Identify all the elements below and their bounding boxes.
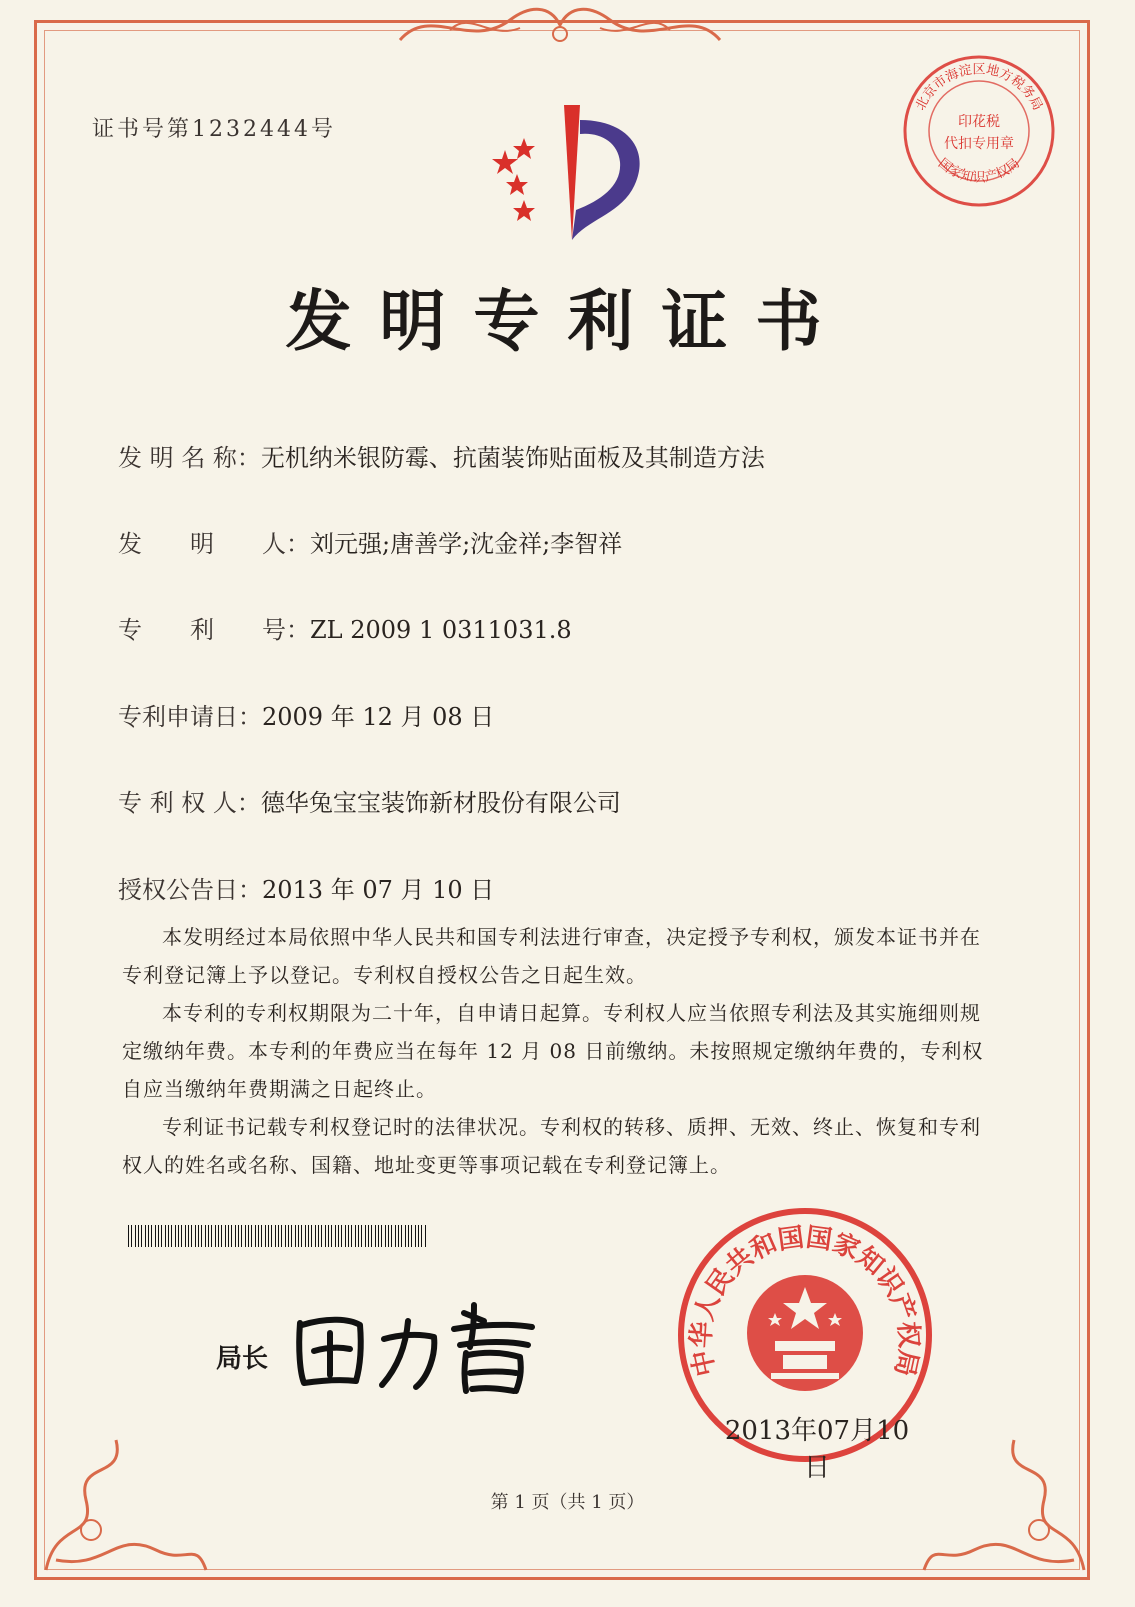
barcode [128,1225,428,1247]
barcode-bar [331,1225,332,1247]
patent-number-label: 专 利 号： [118,616,310,644]
svg-text:国家知识产权局: 国家知识产权局 [935,156,1023,186]
barcode-bar [345,1225,346,1247]
barcode-bar [348,1225,349,1247]
certificate-title: 发明专利证书 [285,282,850,360]
barcode-bar [371,1225,372,1247]
barcode-bar [301,1225,302,1247]
barcode-bar [328,1225,329,1247]
barcode-bar [375,1225,376,1247]
barcode-bar [171,1225,172,1247]
inventors-label: 发 明 人： [118,530,310,558]
barcode-bar [325,1225,326,1247]
body-paragraph: 本专利的专利权期限为二十年，自申请日起算。专利权人应当依照专利法及其实施细则规定缴纳年费。本专利的年费应当在每年 12 月 08 日前缴纳。未按照规定缴纳年费的，专利权自应当缴纳年费期满之日起终止。 [122,1001,984,1101]
barcode-bar [205,1225,206,1247]
barcode-bar [228,1225,229,1247]
barcode-bar [131,1225,132,1247]
barcode-bar [195,1225,196,1247]
svg-text:代扣专用章: 代扣专用章 [944,136,1014,152]
barcode-bar [351,1225,352,1247]
barcode-bar [275,1225,276,1247]
svg-text:北京市海淀区地方税务局: 北京市海淀区地方税务局 [913,62,1045,114]
patent-number-row [118,610,572,645]
grant-date-value: 2013 年 07 月 10 日 [262,876,495,904]
seal-date: 2013年07月10日 [724,1416,910,1483]
barcode-bar [318,1225,319,1247]
barcode-bar [141,1225,142,1247]
invention-name-row [118,438,765,473]
barcode-bar [408,1225,409,1247]
barcode-bar [388,1225,389,1247]
filing-date-value: 2009 年 12 月 08 日 [262,703,495,731]
barcode-bar [335,1225,336,1247]
patentee-value: 德华兔宝宝装饰新材股份有限公司 [260,789,621,817]
barcode-bar [401,1225,402,1247]
barcode-bar [218,1225,219,1247]
barcode-bar [288,1225,289,1247]
barcode-bar [311,1225,312,1247]
certificate-number: 证书号第1232444号 [92,117,336,142]
tax-bureau-stamp [900,52,1058,210]
barcode-bar [415,1225,416,1247]
barcode-bar [181,1225,182,1247]
barcode-bar [235,1225,236,1247]
patent-office-logo [472,100,672,250]
barcode-bar [151,1225,152,1247]
barcode-bar [278,1225,279,1247]
barcode-bar [368,1225,369,1247]
barcode-bar [308,1225,309,1247]
barcode-bar [321,1225,322,1247]
filing-date-label: 专利申请日： [118,703,262,731]
barcode-bar [258,1225,259,1247]
grant-date-label: 授权公告日： [118,876,262,904]
barcode-bar [231,1225,232,1247]
barcode-bar [285,1225,286,1247]
barcode-bar [248,1225,249,1247]
barcode-bar [168,1225,169,1247]
barcode-bar [161,1225,162,1247]
barcode-bar [175,1225,176,1247]
barcode-bar [211,1225,212,1247]
barcode-bar [138,1225,139,1247]
certificate-body [122,918,997,1184]
barcode-bar [315,1225,316,1247]
barcode-bar [361,1225,362,1247]
barcode-bar [418,1225,419,1247]
barcode-bar [255,1225,256,1247]
patentee-row [118,783,621,818]
barcode-bar [225,1225,226,1247]
barcode-bar [188,1225,189,1247]
barcode-bar [391,1225,392,1247]
barcode-bar [385,1225,386,1247]
barcode-bar [128,1225,129,1247]
barcode-bar [395,1225,396,1247]
grant-date-row [118,870,494,905]
barcode-bar [358,1225,359,1247]
barcode-bar [378,1225,379,1247]
barcode-bar [155,1225,156,1247]
inventors-value: 刘元强;唐善学;沈金祥;李智祥 [310,530,623,558]
barcode-bar [148,1225,149,1247]
inventors-row [118,524,622,559]
barcode-bar [398,1225,399,1247]
barcode-bar [221,1225,222,1247]
svg-text:印花税: 印花税 [958,114,1000,130]
barcode-bar [298,1225,299,1247]
barcode-bar [191,1225,192,1247]
barcode-bar [295,1225,296,1247]
barcode-bar [365,1225,366,1247]
invention-name-value: 无机纳米银防霉、抗菌装饰贴面板及其制造方法 [260,444,765,472]
barcode-bar [261,1225,262,1247]
barcode-bar [405,1225,406,1247]
barcode-bar [245,1225,246,1247]
barcode-bar [241,1225,242,1247]
barcode-bar [198,1225,199,1247]
director-label: 局长 [216,1344,269,1374]
barcode-bar [215,1225,216,1247]
top-ornament [390,0,730,56]
barcode-bar [421,1225,422,1247]
barcode-bar [355,1225,356,1247]
svg-text:中华人民共和国国家知识产权局: 中华人民共和国国家知识产权局 [686,1222,924,1379]
barcode-bar [158,1225,159,1247]
barcode-bar [271,1225,272,1247]
barcode-bar [208,1225,209,1247]
barcode-bar [265,1225,266,1247]
barcode-bar [165,1225,166,1247]
barcode-bar [268,1225,269,1247]
patentee-label: 专 利 权 人： [118,789,261,817]
patent-number-value: ZL 2009 1 0311031.8 [310,616,572,644]
barcode-bar [305,1225,306,1247]
barcode-bar [238,1225,239,1247]
body-paragraph: 专利证书记载专利权登记时的法律状况。专利权的转移、质押、无效、终止、恢复和专利权人的姓名或名称、国籍、地址变更等事项记载在专利登记簿上。 [122,1115,981,1177]
director-signature [288,1295,548,1395]
barcode-bar [291,1225,292,1247]
barcode-bar [178,1225,179,1247]
body-paragraph: 本发明经过本局依照中华人民共和国专利法进行审查，决定授予专利权，颁发本证书并在专利登记簿上予以登记。专利权自授权公告之日起生效。 [122,925,981,987]
barcode-bar [201,1225,202,1247]
barcode-bar [381,1225,382,1247]
barcode-bar [185,1225,186,1247]
page-footer: 第 1 页（共 1 页） [490,1492,645,1513]
barcode-bar [145,1225,146,1247]
invention-name-label: 发 明 名 称： [118,444,261,472]
barcode-bar [425,1225,426,1247]
barcode-bar [251,1225,252,1247]
filing-date-row [118,697,494,732]
barcode-bar [341,1225,342,1247]
barcode-bar [135,1225,136,1247]
barcode-bar [281,1225,282,1247]
barcode-bar [338,1225,339,1247]
barcode-bar [411,1225,412,1247]
